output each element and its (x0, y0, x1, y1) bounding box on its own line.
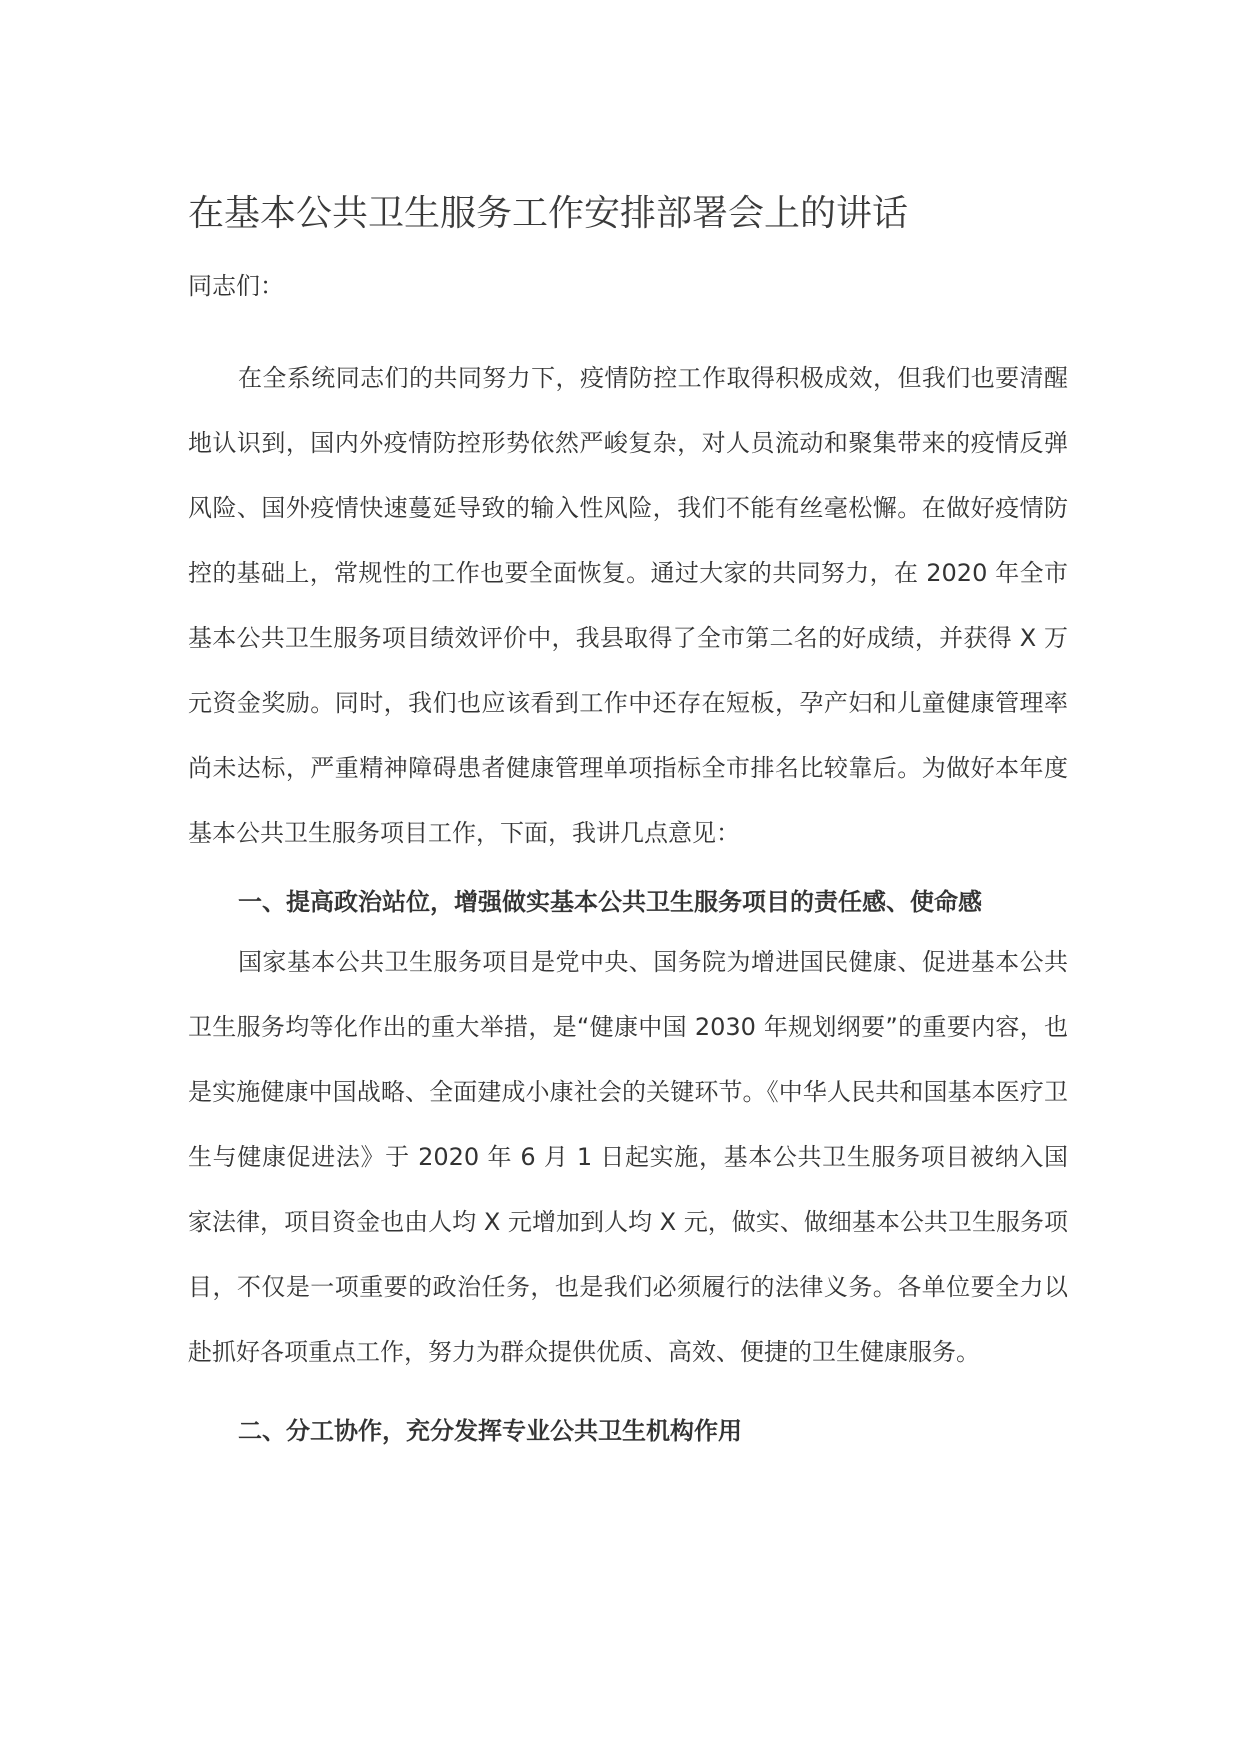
salutation: 同志们： (188, 271, 284, 300)
paragraph-intro: 在全系统同志们的共同努力下，疫情防控工作取得积极成效，但我们也要清醒地认识到，国内外疫情防控形势依然严峻复杂，对人员流动和聚集带来的疫情反弹风险、国外疫情快速蔓延导致的输入性风险，我们不能有丝毫松懈。在做好疫情防控的基础上，常规性的工作也要全面恢复。通过大家的共同努力，在 2020 年全市基本公共卫生服务项目绩效评价中，我县取得了全市第二名的好成绩，并获得 X 万元资金奖励。同时，我们也应该看到工作中还存在短板，孕产妇和儿童健康管理率尚未达标，严重精神障碍患者健康管理单项指标全市排名比较靠后。为做好本年度基本公共卫生服务项目工作，下面，我讲几点意见： (188, 363, 1068, 847)
document-body (188, 190, 1068, 1449)
paragraph-section-1: 国家基本公共卫生服务项目是党中央、国务院为增进国民健康、促进基本公共卫生服务均等化作出的重大举措，是“健康中国 2030 年规划纲要”的重要内容，也是实施健康中国战略、全面建成小康社会的关键环节。《中华人民共和国基本医疗卫生与健康促进法》于 2020 年 6 月 1 日起实施，基本公共卫生服务项目被纳入国家法律，项目资金也由人均 X 元增加到人均 X 元，做实、做细基本公共卫生服务项目，不仅是一项重要的政治任务，也是我们必须履行的法律义务。各单位要全力以赴抓好各项重点工作，努力为群众提供优质、高效、便捷的卫生健康服务。 (188, 947, 1068, 1366)
section-heading-1: 一、提高政治站位，增强做实基本公共卫生服务项目的责任感、使命感 (238, 887, 982, 916)
document-title: 在基本公共卫生服务工作安排部署会上的讲话 (188, 193, 909, 234)
section-heading-2: 二、分工协作，充分发挥专业公共卫生机构作用 (238, 1416, 742, 1445)
